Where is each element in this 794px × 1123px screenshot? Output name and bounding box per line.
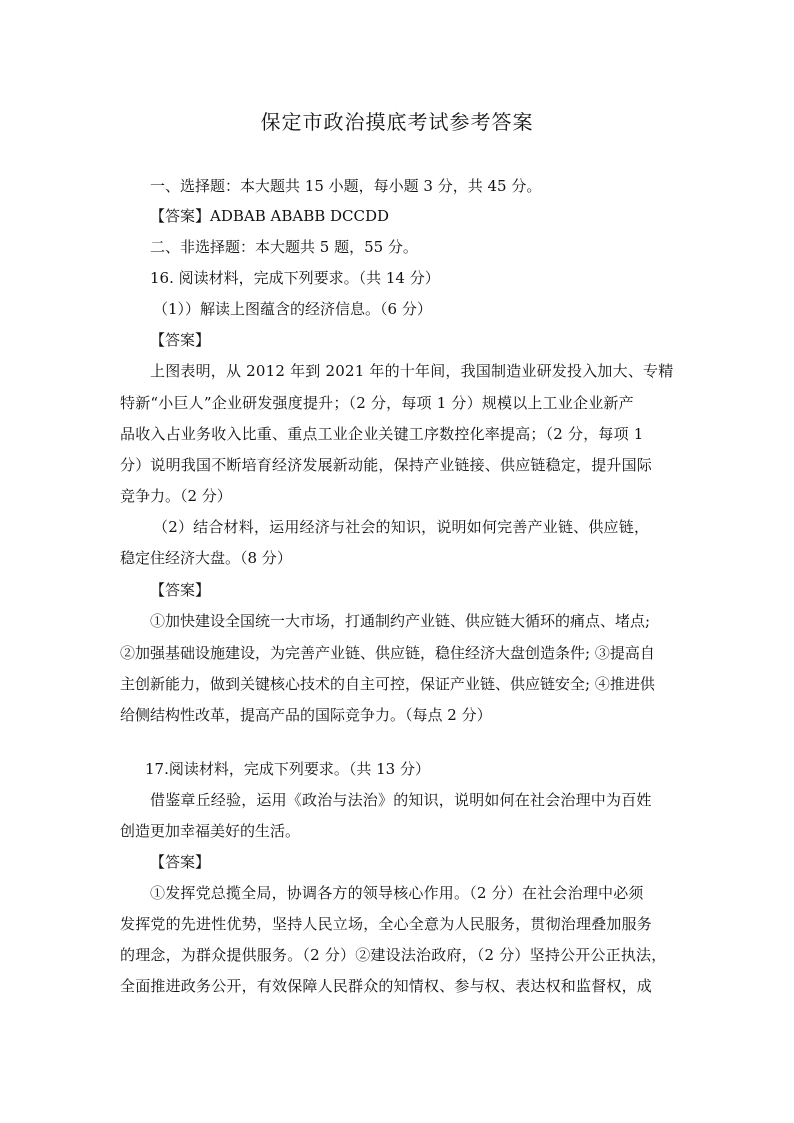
answer-text-line: 特新“小巨人”企业研发强度提升；（2 分，每项 1 分）规模以上工业企业新产 [120, 394, 634, 412]
answer-text-line: 给侧结构性改革，提高产品的国际竞争力。（每点 2 分） [120, 706, 492, 724]
answer-text-line: 竞争力。（2 分） [120, 487, 232, 505]
answer-label: 【答案】 [150, 581, 211, 599]
question-16-heading: 16. 阅读材料，完成下列要求。（共 14 分） [150, 269, 440, 287]
answer-label: 【答案】 [150, 331, 211, 349]
answer-text-line: 全面推进政务公开，有效保障人民群众的知情权、参与权、表达权和监督权，成 [120, 977, 653, 995]
answer-label: 【答案】 [150, 853, 211, 871]
answer-text-line: ②加强基础设施建设，为完善产业链、供应链，稳住经济大盘创造条件; ③提高自 [120, 644, 655, 662]
question-17-prompt-continuation: 创造更加幸福美好的生活。 [120, 822, 301, 840]
answer-text-line: ①加快建设全国统一大市场，打通制约产业链、供应链大循环的痛点、堵点; [150, 612, 651, 630]
question-16-part-1: （1））解读上图蕴含的经济信息。（6 分） [153, 300, 432, 318]
choice-answer-line: 【答案】ADBAB ABABB DCCDD [150, 207, 390, 225]
question-16-part-2: （2）结合材料，运用经济与社会的知识，说明如何完善产业链、供应链， [153, 518, 650, 536]
answer-text-line: 主创新能力，做到关键核心技术的自主可控，保证产业链、供应链安全; ④推进供 [120, 675, 655, 693]
page-title: 保定市政治摸底考试参考答案 [260, 110, 534, 134]
answer-text-line: ①发挥党总揽全局，协调各方的领导核心作用。（2 分）在社会治理中必须 [150, 884, 644, 902]
section-one-heading: 一、选择题：本大题共 15 小题，每小题 3 分，共 45 分。 [150, 177, 542, 195]
question-17-prompt: 借鉴章丘经验，运用《政治与法治》的知识，说明如何在社会治理中为百姓 [150, 791, 652, 809]
answer-text-line: 上图表明，从 2012 年到 2021 年的十年间，我国制造业研发投入加大、专精 [150, 362, 674, 380]
answer-text-line: 品收入占业务收入比重、重点工业企业关键工序数控化率提高；（2 分，每项 1 [120, 425, 644, 443]
question-16-part-2-continuation: 稳定住经济大盘。（8 分） [120, 549, 292, 567]
answer-text-line: 发挥党的先进性优势，坚持人民立场，全心全意为人民服务，贯彻治理叠加服务 [120, 915, 653, 933]
answer-text-line: 分）说明我国不断培育经济发展新动能，保持产业链接、供应链稳定，提升国际 [120, 456, 653, 474]
section-two-heading: 二、非选择题：本大题共 5 题，55 分。 [150, 238, 418, 256]
question-17-heading: 17.阅读材料，完成下列要求。（共 13 分） [145, 760, 430, 778]
answer-text-line: 的理念，为群众提供服务。（2 分）②建设法治政府，（2 分）坚持公开公正执法， [120, 946, 667, 964]
